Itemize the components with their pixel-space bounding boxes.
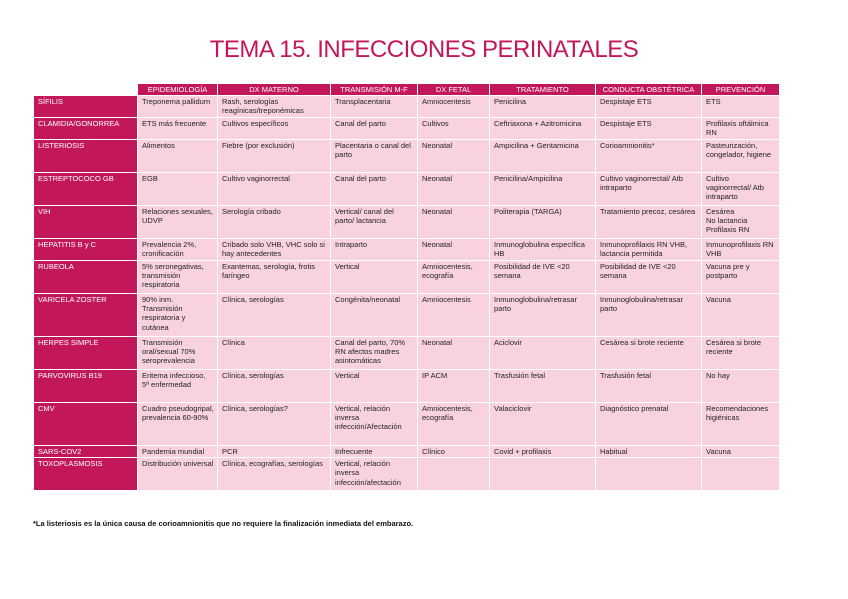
table-cell: Posibilidad de IVE <20 semana — [490, 261, 596, 294]
table-cell: Eritema infeccioso, 5ª enfermedad — [138, 370, 218, 403]
infections-table — [33, 83, 780, 491]
table-row — [34, 370, 780, 403]
table-cell: Exantemas, serología, frotis faríngeo — [218, 261, 331, 294]
table-cell: Vacuna — [702, 294, 780, 337]
table-cell: Canal del parto — [331, 118, 418, 140]
table-cell: ETS — [702, 96, 780, 118]
header-row — [34, 84, 780, 96]
table-cell: Prevalencia 2%, cronificación — [138, 239, 218, 261]
table-cell: PCR — [218, 446, 331, 458]
table-cell: Infrecuente — [331, 446, 418, 458]
header-corner — [34, 84, 138, 96]
table-cell — [596, 458, 702, 491]
table-cell: Penicilina — [490, 96, 596, 118]
table-cell: Corioamnionitis* — [596, 140, 702, 173]
table-cell: IP ACM — [418, 370, 490, 403]
column-header: CONDUCTA OBSTÉTRICA — [596, 84, 702, 96]
table-cell: Cultivo vaginorrectal/ Atb intraparto — [596, 173, 702, 206]
table-cell: ETS más frecuente — [138, 118, 218, 140]
table-cell — [702, 458, 780, 491]
table-cell: Trasfusión fetal — [596, 370, 702, 403]
table-cell: Cultivo vaginorrectal/ Atb intraparto — [702, 173, 780, 206]
table-cell: Intraparto — [331, 239, 418, 261]
table-row — [34, 96, 780, 118]
row-header: VIH — [34, 206, 138, 239]
row-header: HEPATITIS B y C — [34, 239, 138, 261]
row-header: SÍFILIS — [34, 96, 138, 118]
table-cell: Cesárea si brote reciente — [596, 337, 702, 370]
table-cell: Amniocentesis — [418, 294, 490, 337]
table-cell: Penicilina/Ampicilina — [490, 173, 596, 206]
row-header: CLAMIDIA/GONORREA — [34, 118, 138, 140]
footnote: *La listeriosis es la única causa de corioamnionitis que no requiere la finalización inmediata del embarazo. — [33, 519, 414, 528]
table-row — [34, 239, 780, 261]
table-cell: Cesárea si brote reciente — [702, 337, 780, 370]
table-cell: Posibilidad de IVE <20 semana — [596, 261, 702, 294]
table-cell: Habitual — [596, 446, 702, 458]
table-row — [34, 403, 780, 446]
table-cell: Aciclovir — [490, 337, 596, 370]
table-cell: Ampicilina + Gentamicina — [490, 140, 596, 173]
table-cell: Placentaria o canal del parto — [331, 140, 418, 173]
table-cell: Congénita/neonatal — [331, 294, 418, 337]
table-cell: Cuadro pseudogripal, prevalencia 60-90% — [138, 403, 218, 446]
table-cell: Vertical, relación inversa infección/afectación — [331, 458, 418, 491]
table-cell: Relaciones sexuales, UDVP — [138, 206, 218, 239]
table-cell: Clínica, serologías — [218, 294, 331, 337]
table-cell: Vertical — [331, 370, 418, 403]
page-title: TEMA 15. INFECCIONES PERINATALES — [209, 36, 639, 63]
table-cell: Cultivos — [418, 118, 490, 140]
row-header: VARICELA ZOSTER — [34, 294, 138, 337]
table-cell: Vertical, relación inversa infección/Afectación — [331, 403, 418, 446]
row-header: RUBEOLA — [34, 261, 138, 294]
table-cell: Canal del parto, 70% RN afectos madres asintomáticas — [331, 337, 418, 370]
column-header: TRATAMIENTO — [490, 84, 596, 96]
row-header: LISTERIOSIS — [34, 140, 138, 173]
table-cell: Neonatal — [418, 206, 490, 239]
table-cell: Inmunoprofilaxis RN VHB, lactancia permitida — [596, 239, 702, 261]
table-cell: Recomendaciones higiénicas — [702, 403, 780, 446]
table-cell: Amniocentesis, ecografía — [418, 403, 490, 446]
row-header: ESTREPTOCOCO GB — [34, 173, 138, 206]
table-cell: Neonatal — [418, 173, 490, 206]
table-cell: Clínico — [418, 446, 490, 458]
table-cell: Covid + profilaxis — [490, 446, 596, 458]
table-cell: Inmunoprofilaxis RN VHB — [702, 239, 780, 261]
table-cell: Treponema pallidum — [138, 96, 218, 118]
table-cell: Despistaje ETS — [596, 96, 702, 118]
table-cell: Profilaxis oftálmica RN — [702, 118, 780, 140]
table-cell: Transplacentaria — [331, 96, 418, 118]
table-cell: Vertical — [331, 261, 418, 294]
table-row — [34, 206, 780, 239]
table-cell: Inmunoglobulina/retrasar parto — [596, 294, 702, 337]
column-header: DX FETAL — [418, 84, 490, 96]
row-header: TOXOPLASMOSIS — [34, 458, 138, 491]
row-header: SARS-COV2 — [34, 446, 138, 458]
table-cell: Distribución universal — [138, 458, 218, 491]
table-cell: Cesárea No lactancia Profilaxis RN — [702, 206, 780, 239]
column-header: TRANSMISIÓN M-F — [331, 84, 418, 96]
column-header: PREVENCIÓN — [702, 84, 780, 96]
table-row — [34, 294, 780, 337]
table-cell: Inmunoglobulina específica HB — [490, 239, 596, 261]
table-cell: Ceftriaxona + Azitromicina — [490, 118, 596, 140]
table-cell: Alimentos — [138, 140, 218, 173]
table-cell: Vertical/ canal del parto/ lactancia — [331, 206, 418, 239]
table-cell: Amniocentesis — [418, 96, 490, 118]
table-cell: Cribado solo VHB, VHC solo si hay antecedentes — [218, 239, 331, 261]
table-cell: Neonatal — [418, 337, 490, 370]
table-cell — [490, 458, 596, 491]
table-cell: Neonatal — [418, 239, 490, 261]
table-cell: Cultivos específicos — [218, 118, 331, 140]
table-row — [34, 173, 780, 206]
table-cell: Clínica — [218, 337, 331, 370]
table-cell: No hay — [702, 370, 780, 403]
table-cell: Fiebre (por exclusión) — [218, 140, 331, 173]
table-row — [34, 261, 780, 294]
table-cell: Pasteurización, congelador, higiene — [702, 140, 780, 173]
table-row — [34, 446, 780, 458]
column-header: DX MATERNO — [218, 84, 331, 96]
table-cell: Amniocentesis, ecografía — [418, 261, 490, 294]
table-cell: Canal del parto — [331, 173, 418, 206]
table-row — [34, 458, 780, 491]
table-cell: Trasfusión fetal — [490, 370, 596, 403]
table-cell: Valaciclovir — [490, 403, 596, 446]
row-header: PARVOVIRUS B19 — [34, 370, 138, 403]
table-cell: Transmisión oral/sexual 70% seroprevalencia — [138, 337, 218, 370]
table-cell: EGB — [138, 173, 218, 206]
column-header: EPIDEMIOLOGÍA — [138, 84, 218, 96]
table-cell: Tratamiento precoz, cesárea — [596, 206, 702, 239]
table-cell: Vacuna pre y postparto — [702, 261, 780, 294]
table-row — [34, 337, 780, 370]
table-cell: Pandemia mundial — [138, 446, 218, 458]
table-cell: 90% inm. Transmisión respiratoria y cutánea — [138, 294, 218, 337]
table-cell: Rash, serologías reagínicas/treponémicas — [218, 96, 331, 118]
table-cell: 5% seronegativas, transmisión respiratoria — [138, 261, 218, 294]
table-cell: Clínica, serologías — [218, 370, 331, 403]
table-cell: Politerapia (TARGA) — [490, 206, 596, 239]
table-cell: Despistaje ETS — [596, 118, 702, 140]
table-cell: Clínica, ecografías, serologías — [218, 458, 331, 491]
table-row — [34, 140, 780, 173]
table-cell: Vacuna — [702, 446, 780, 458]
table-cell: Inmunoglobulina/retrasar parto — [490, 294, 596, 337]
table-cell: Serología cribado — [218, 206, 331, 239]
table-cell — [418, 458, 490, 491]
table-row — [34, 118, 780, 140]
row-header: CMV — [34, 403, 138, 446]
table-cell: Neonatal — [418, 140, 490, 173]
table-cell: Cultivo vaginorrectal — [218, 173, 331, 206]
table-cell: Diagnóstico prenatal — [596, 403, 702, 446]
table-cell: Clínica, serologías? — [218, 403, 331, 446]
row-header: HERPES SIMPLE — [34, 337, 138, 370]
